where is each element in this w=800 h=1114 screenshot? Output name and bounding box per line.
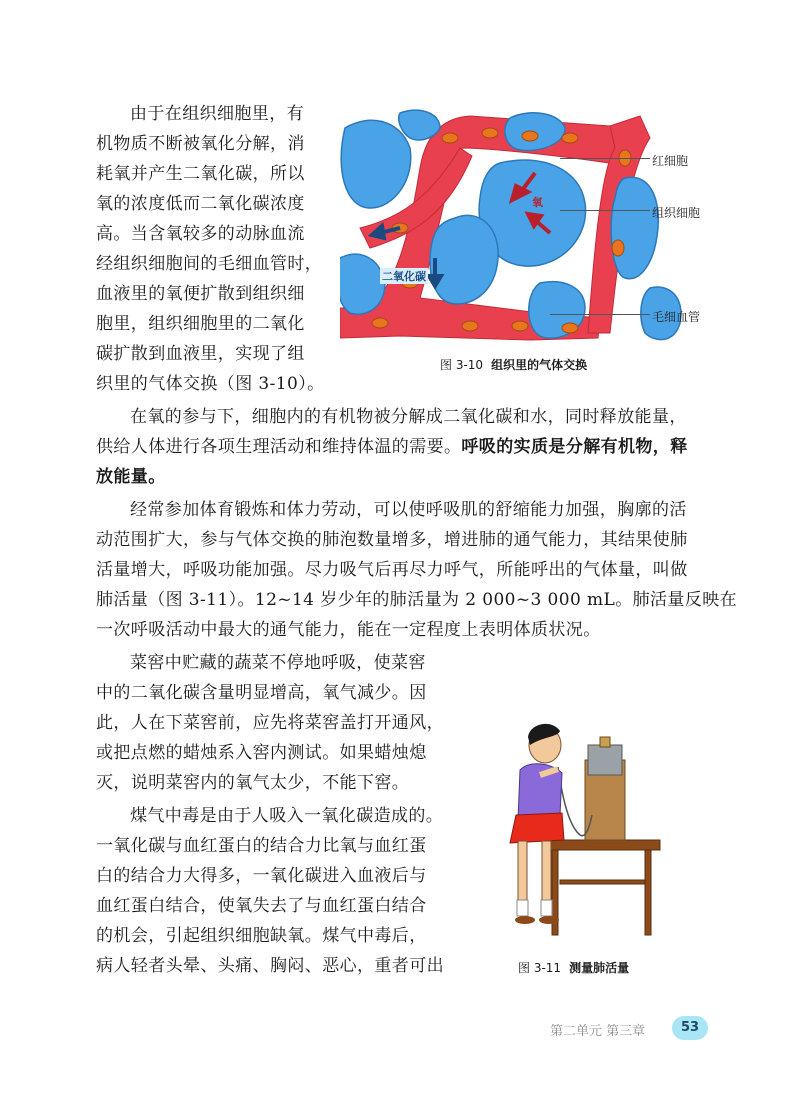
figure-number: 图 3-11 [518,961,562,975]
co2-label: 二氧化碳 [382,270,426,283]
text-line: 一氧化碳与血红蛋白的结合力比氧与血红蛋 [96,836,427,856]
text-line: 肺活量（图 3-11）。12~14 岁少年的肺活量为 2 000~3 000 mL。肺活量反映在 [96,590,738,610]
oxygen-label: 氧 [532,196,543,209]
figure-caption [440,356,587,373]
text-line: 机物质不断被氧化分解，消 [96,134,305,154]
text-line: 白的结合力大得多，一氧化碳进入血液后与 [96,866,427,886]
page-number: 53 [672,1016,708,1040]
text-line: 胞里，组织细胞里的二氧化 [96,314,305,334]
text-line: 煤气中毒是由于人吸入一氧化碳造成的。 [130,806,444,826]
figure-number: 图 3-10 [440,358,484,372]
capillary-label: 毛细血管 [652,310,701,324]
text-line: 耗氧并产生二氧化碳，所以 [96,164,305,184]
running-footer: 第二单元 第三章 [550,1024,646,1039]
figure-lung-capacity [490,715,670,980]
text-line: 经常参加体育锻炼和体力劳动，可以使呼吸肌的舒缩能力加强，胸廓的活 [130,500,687,520]
leader-line-rbc [560,158,650,159]
tissue-cell-label: 组织细胞 [652,206,701,220]
leader-line-capillary [550,314,650,315]
text-line: 菜窖中贮藏的蔬菜不停地呼吸，使菜窖 [130,653,426,673]
figure-gas-exchange [340,108,720,383]
rbc-label: 红细胞 [652,154,689,168]
text-line: 中的二氧化碳含量明显增高，氧气减少。因 [96,683,427,703]
text-line: 在氧的参与下，细胞内的有机物被分解成二氧化碳和水，同时释放能量， [130,407,687,427]
text-line: 此，人在下菜窖前，应先将菜窖盖打开通风， [96,713,444,733]
text-line: 血液里的氧便扩散到组织细 [96,284,305,304]
bold-emphasis: 呼吸的实质是分解有机物，释 [461,437,688,457]
text-line: 经组织细胞间的毛细血管时， [96,254,323,274]
bold-emphasis-line: 放能量。 [96,467,166,487]
lung-capacity-illustration [490,715,670,945]
text-line: 氧的浓度低而二氧化碳浓度 [96,194,305,214]
text-line: 灭，说明菜窖内的氧气太少，不能下窖。 [96,773,410,793]
text-line: 病人轻者头晕、头痛、胸闷、恶心，重者可出 [96,956,444,976]
figure-title: 测量肺活量 [569,961,630,975]
text-span: 供给人体进行各项生理活动和维持体温的需要。 [96,437,462,457]
figure-title: 组织里的气体交换 [491,358,588,372]
leader-line-tissue [560,210,650,211]
text-line: 或把点燃的蜡烛系入窖内测试。如果蜡烛熄 [96,743,427,763]
text-line: 血红蛋白结合，使氧失去了与血红蛋白结合 [96,896,427,916]
text-line: 的机会，引起组织细胞缺氧。煤气中毒后， [96,926,427,946]
text-line: 动范围扩大，参与气体交换的肺泡数量增多，增进肺的通气能力，其结果使肺 [96,530,688,550]
figure-caption [518,959,629,976]
text-line: 碳扩散到血液里，实现了组 [96,344,305,364]
text-line: 由于在组织细胞里，有 [130,104,304,124]
text-line: 一次呼吸活动中最大的通气能力，能在一定程度上表明体质状况。 [96,620,601,640]
text-line [96,437,688,457]
text-line: 高。当含氧较多的动脉血流 [96,224,305,244]
text-line: 活量增大，呼吸功能加强。尽力吸气后再尽力呼气，所能呼出的气体量，叫做 [96,560,688,580]
text-line: 织里的气体交换（图 3-10）。 [96,374,325,394]
